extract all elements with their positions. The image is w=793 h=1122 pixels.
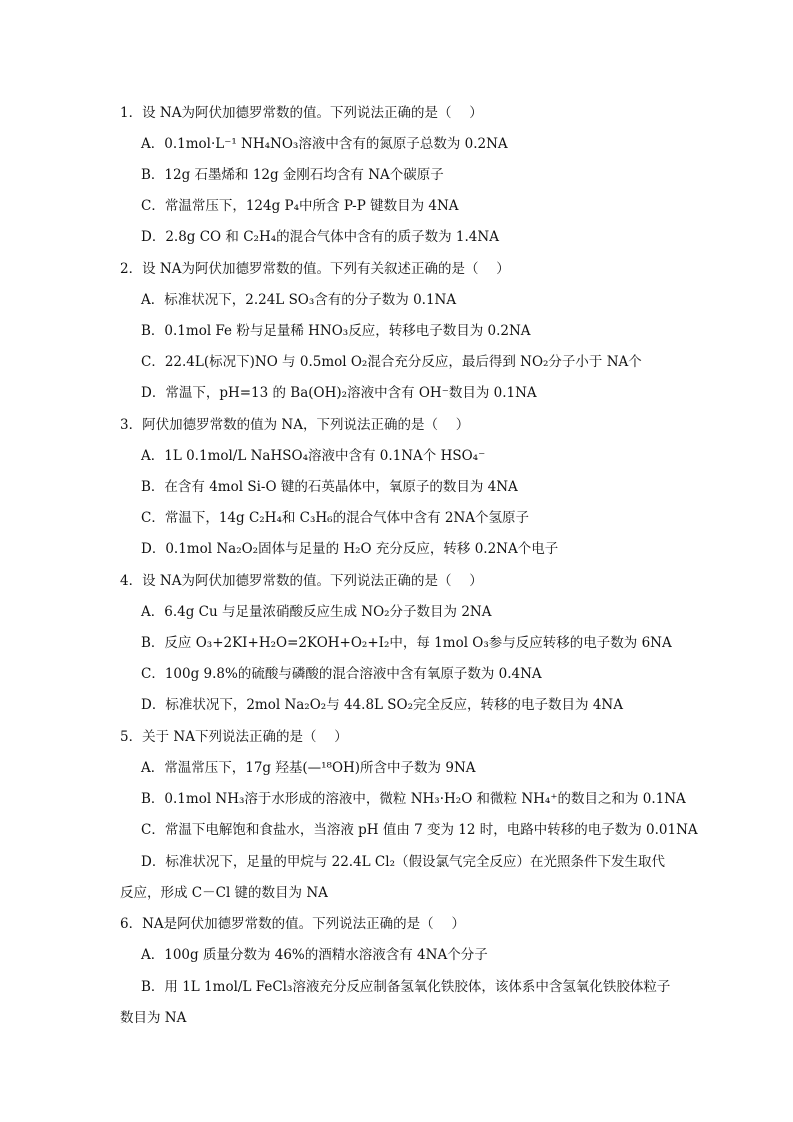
question-2-option-b: B．0.1mol Fe 粉与足量稀 HNO₃反应，转移电子数目为 0.2NA <box>141 323 531 339</box>
question-5-option-d: D．标准状况下，足量的甲烷与 22.4L Cl₂（假设氯气完全反应）在光照条件下发生取代 <box>141 854 665 870</box>
question-6-option-a: A．100g 质量分数为 46%的酒精水溶液含有 4NA个分子 <box>141 947 488 963</box>
question-5-option-d-continued: 反应，形成 C－Cl 键的数目为 NA <box>120 885 328 901</box>
question-3-stem: 3．阿伏加德罗常数的值为 NA，下列说法正确的是（ ） <box>120 417 470 433</box>
question-3-option-c: C．常温下，14g C₂H₄和 C₃H₆的混合气体中含有 2NA个氢原子 <box>141 510 530 526</box>
question-2-stem: 2．设 NA为阿伏加德罗常数的值。下列有关叙述正确的是（ ） <box>120 261 510 277</box>
question-5-stem: 5．关于 NA下列说法正确的是（ ） <box>120 729 348 745</box>
question-6-stem: 6．NA是阿伏加德罗常数的值。下列说法正确的是（ ） <box>120 916 465 932</box>
question-4-option-c: C．100g 9.8%的硫酸与磷酸的混合溶液中含有氧原子数为 0.4NA <box>141 666 542 682</box>
question-4-stem: 4．设 NA为阿伏加德罗常数的值。下列说法正确的是（ ） <box>120 573 483 589</box>
question-2-option-a: A．标准状况下，2.24L SO₃含有的分子数为 0.1NA <box>141 292 457 308</box>
question-2-option-c: C．22.4L(标况下)NO 与 0.5mol O₂混合充分反应，最后得到 NO₂分子小于 NA个 <box>141 354 642 370</box>
question-3-option-d: D．0.1mol Na₂O₂固体与足量的 H₂O 充分反应，转移 0.2NA个电子 <box>141 541 559 557</box>
question-3-option-a: A．1L 0.1mol/L NaHSO₄溶液中含有 0.1NA个 HSO₄⁻ <box>141 448 486 464</box>
question-5-option-b: B．0.1mol NH₃溶于水形成的溶液中，微粒 NH₃·H₂O 和微粒 NH₄⁺的数目之和为 0.1NA <box>141 791 686 807</box>
question-5-option-a: A．常温常压下，17g 羟基(—¹⁸OH)所含中子数为 9NA <box>141 760 476 776</box>
question-1-option-d: D．2.8g CO 和 C₂H₄的混合气体中含有的质子数为 1.4NA <box>141 229 499 245</box>
question-6-option-b: B．用 1L 1mol/L FeCl₃溶液充分反应制备氢氧化铁胶体，该体系中含氢氧化铁胶体粒子 <box>141 979 671 995</box>
question-1-option-b: B．12g 石墨烯和 12g 金刚石均含有 NA个碳原子 <box>141 167 444 183</box>
question-4-option-d: D．标准状况下，2mol Na₂O₂与 44.8L SO₂完全反应，转移的电子数目为 4NA <box>141 697 623 713</box>
question-2-option-d: D．常温下，pH=13 的 Ba(OH)₂溶液中含有 OH⁻数目为 0.1NA <box>141 385 537 401</box>
question-1-option-c: C．常温常压下，124g P₄中所含 P-P 键数目为 4NA <box>141 198 459 214</box>
question-1-stem: 1．设 NA为阿伏加德罗常数的值。下列说法正确的是（ ） <box>120 105 483 121</box>
question-1-option-a: A．0.1mol·L⁻¹ NH₄NO₃溶液中含有的氮原子总数为 0.2NA <box>141 136 508 152</box>
question-3-option-b: B．在含有 4mol Si-O 键的石英晶体中，氧原子的数目为 4NA <box>141 479 518 495</box>
question-4-option-b: B．反应 O₃+2KI+H₂O=2KOH+O₂+I₂中，每 1mol O₃参与反应转移的电子数为 6NA <box>141 635 672 651</box>
question-5-option-c: C．常温下电解饱和食盐水，当溶液 pH 值由 7 变为 12 时，电路中转移的电子数为 0.01NA <box>141 822 698 838</box>
question-4-option-a: A．6.4g Cu 与足量浓硝酸反应生成 NO₂分子数目为 2NA <box>141 604 492 620</box>
question-6-option-b-continued: 数目为 NA <box>120 1010 187 1026</box>
